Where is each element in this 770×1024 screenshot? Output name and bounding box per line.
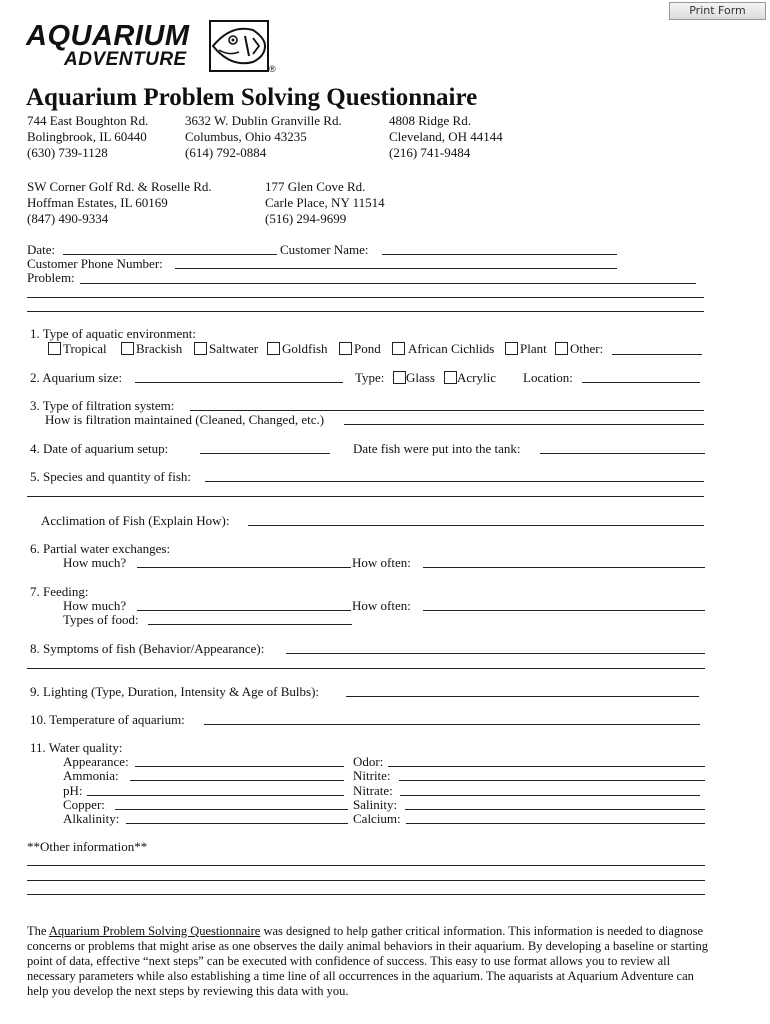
problem-field-line-3[interactable] [27, 311, 704, 312]
exchange-how-much-label: How much? [63, 555, 127, 570]
store-street: SW Corner Golf Rd. & Roselle Rd. [27, 179, 212, 194]
filtration-maintenance-field[interactable] [344, 424, 704, 425]
q4-label: 4. Date of aquarium setup: [30, 441, 169, 456]
date-label: Date: [27, 242, 56, 257]
species-field-line-2[interactable] [27, 496, 704, 497]
option-brackish-label: Brackish [136, 341, 183, 356]
location-label: Location: [523, 370, 573, 385]
checkbox-acrylic[interactable] [444, 371, 457, 384]
store-phone: (630) 739-1128 [27, 145, 108, 160]
footer-questionnaire-name: Aquarium Problem Solving Questionnaire [48, 924, 261, 938]
store-phone: (516) 294-9699 [265, 211, 347, 226]
feeding-how-much-label: How much? [63, 598, 127, 613]
q8-label: 8. Symptoms of fish (Behavior/Appearance): [30, 641, 265, 656]
customer-name-label: Customer Name: [280, 242, 369, 257]
print-form-button[interactable]: Print Form [669, 2, 766, 20]
checkbox-saltwater[interactable] [194, 342, 207, 355]
food-types-field[interactable] [148, 624, 352, 625]
fish-date-field[interactable] [540, 453, 705, 454]
species-field[interactable] [205, 481, 704, 482]
footer-lead: The [27, 924, 49, 938]
other-information-line-3[interactable] [27, 894, 705, 895]
nitrite-field[interactable] [399, 780, 705, 781]
aquarium-adventure-logo [26, 20, 276, 76]
other-information-line-2[interactable] [27, 880, 705, 881]
acclimation-field[interactable] [248, 525, 704, 526]
feeding-how-often-field[interactable] [423, 610, 705, 611]
page-title: Aquarium Problem Solving Questionnaire [26, 84, 478, 111]
food-types-label: Types of food: [63, 612, 139, 627]
footer-paragraph [27, 924, 717, 999]
feeding-how-often-label: How often: [352, 598, 411, 613]
customer-name-field[interactable] [382, 254, 617, 255]
filtration-system-field[interactable] [190, 410, 704, 411]
checkbox-brackish[interactable] [121, 342, 134, 355]
option-glass-label: Glass [406, 370, 435, 385]
filtration-maintenance-label: How is filtration maintained (Cleaned, Changed, etc.) [45, 412, 325, 427]
store-phone: (216) 741-9484 [389, 145, 471, 160]
store-city: Columbus, Ohio 43235 [185, 129, 307, 144]
location-field[interactable] [582, 382, 700, 383]
alkalinity-label: Alkalinity: [63, 811, 120, 826]
logo-line2: ADVENTURE [64, 49, 187, 70]
option-saltwater-label: Saltwater [209, 341, 259, 356]
exchange-how-often-field[interactable] [423, 567, 705, 568]
ph-label: pH: [63, 783, 83, 798]
ph-field[interactable] [87, 795, 344, 796]
option-pond-label: Pond [354, 341, 381, 356]
store-city: Carle Place, NY 11514 [265, 195, 385, 210]
salinity-label: Salinity: [353, 797, 398, 812]
q5-label: 5. Species and quantity of fish: [30, 469, 192, 484]
option-plant-label: Plant [520, 341, 547, 356]
q9-label: 9. Lighting (Type, Duration, Intensity & Age of Bulbs): [30, 684, 320, 699]
q3-label: 3. Type of filtration system: [30, 398, 175, 413]
setup-date-field[interactable] [200, 453, 330, 454]
option-other-label: Other: [570, 341, 604, 356]
option-acrylic-label: Acrylic [457, 370, 496, 385]
store-street: 744 East Boughton Rd. [27, 113, 149, 128]
exchange-how-often-label: How often: [352, 555, 411, 570]
fish-date-label: Date fish were put into the tank: [353, 441, 521, 456]
problem-label: Problem: [27, 270, 75, 285]
problem-field[interactable] [80, 283, 696, 284]
q7-label: 7. Feeding: [30, 584, 89, 599]
appearance-field[interactable] [135, 766, 344, 767]
other-information-label: **Other information** [27, 839, 148, 854]
fish-logo-icon [209, 20, 269, 72]
q1-label: 1. Type of aquatic environment: [30, 326, 196, 341]
checkbox-african-cichlids[interactable] [392, 342, 405, 355]
nitrate-label: Nitrate: [353, 783, 393, 798]
checkbox-plant[interactable] [505, 342, 518, 355]
checkbox-pond[interactable] [339, 342, 352, 355]
checkbox-tropical[interactable] [48, 342, 61, 355]
option-african-cichlids-label: African Cichlids [408, 341, 495, 356]
nitrite-label: Nitrite: [353, 768, 391, 783]
aquarium-size-field[interactable] [135, 382, 343, 383]
other-information-line-1[interactable] [27, 865, 705, 866]
copper-field[interactable] [115, 809, 348, 810]
copper-label: Copper: [63, 797, 105, 812]
exchange-how-much-field[interactable] [137, 567, 351, 568]
other-environment-field[interactable] [612, 354, 702, 355]
footer-body: was designed to help gather critical information. This information is needed to diagnose concerns or problems that might arise as one observes the daily animal behaviors in their aquarium. By developing a baseline or starting point of data, effective “next steps” can be executed with confidence of success. This easy to use format allows you to review all necessary parameters while also establishing a time line of all occurrences in the aquarium. The aquarists at Aquarium Adventure can help you develop the next steps by reviewing this data with you. [27, 924, 709, 998]
nitrate-field[interactable] [400, 795, 700, 796]
store-street: 177 Glen Cove Rd. [265, 179, 366, 194]
checkbox-goldfish[interactable] [267, 342, 280, 355]
store-street: 4808 Ridge Rd. [389, 113, 471, 128]
tank-type-label: Type: [355, 370, 385, 385]
q6-label: 6. Partial water exchanges: [30, 541, 171, 556]
ammonia-field[interactable] [130, 780, 344, 781]
feeding-how-much-field[interactable] [137, 610, 351, 611]
registered-mark: ® [269, 64, 276, 74]
store-phone: (614) 792-0884 [185, 145, 267, 160]
symptoms-field[interactable] [286, 653, 705, 654]
appearance-label: Appearance: [63, 754, 129, 769]
calcium-label: Calcium: [353, 811, 401, 826]
customer-phone-label: Customer Phone Number: [27, 256, 163, 271]
temperature-field[interactable] [204, 724, 700, 725]
checkbox-glass[interactable] [393, 371, 406, 384]
option-tropical-label: Tropical [63, 341, 107, 356]
ammonia-label: Ammonia: [63, 768, 119, 783]
checkbox-other[interactable] [555, 342, 568, 355]
store-city: Bolingbrook, IL 60440 [27, 129, 147, 144]
lighting-field[interactable] [346, 696, 699, 697]
date-field[interactable] [63, 254, 277, 255]
store-city: Hoffman Estates, IL 60169 [27, 195, 168, 210]
logo-line1: AQUARIUM [26, 20, 190, 52]
store-city: Cleveland, OH 44144 [389, 129, 503, 144]
acclimation-label: Acclimation of Fish (Explain How): [41, 513, 230, 528]
q2-label: 2. Aquarium size: [30, 370, 123, 385]
problem-field-line-2[interactable] [27, 297, 704, 298]
odor-field[interactable] [388, 766, 705, 767]
store-phone: (847) 490-9334 [27, 211, 109, 226]
alkalinity-field[interactable] [126, 823, 348, 824]
salinity-field[interactable] [405, 809, 705, 810]
option-goldfish-label: Goldfish [282, 341, 328, 356]
calcium-field[interactable] [406, 823, 705, 824]
q11-label: 11. Water quality: [30, 740, 123, 755]
odor-label: Odor: [353, 754, 384, 769]
customer-phone-field[interactable] [175, 268, 617, 269]
symptoms-field-line-2[interactable] [27, 668, 705, 669]
store-street: 3632 W. Dublin Granville Rd. [185, 113, 342, 128]
q10-label: 10. Temperature of aquarium: [30, 712, 185, 727]
